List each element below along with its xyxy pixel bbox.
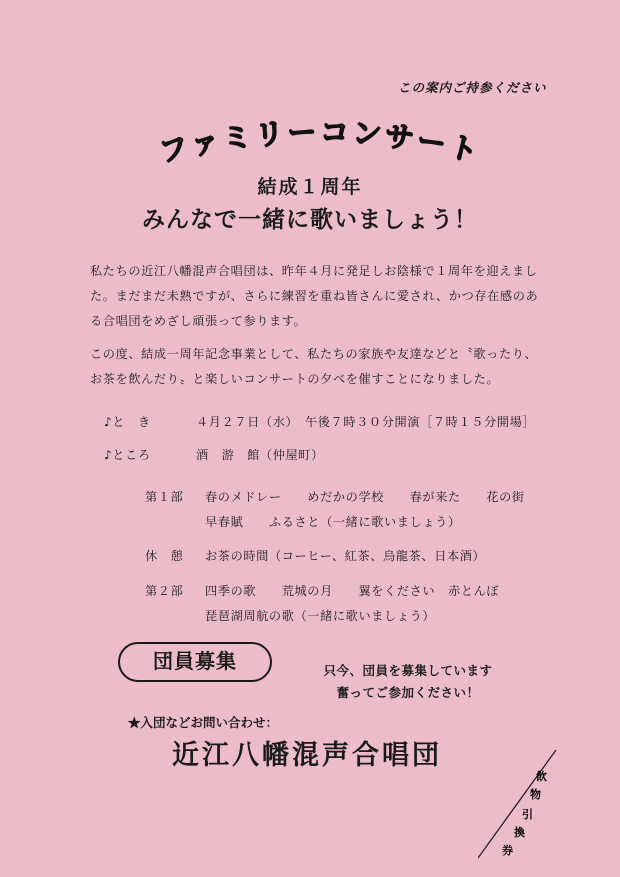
recruit-line-2: 奮ってご参加ください！ bbox=[336, 685, 480, 700]
part2-row bbox=[145, 582, 499, 599]
part2-songs-line2: 琵琶湖周航の歌（一緒に歌いましょう） bbox=[205, 609, 436, 623]
coupon-char-3: 引 bbox=[522, 808, 533, 821]
bring-flyer-notice: この案内ご持参ください bbox=[398, 80, 547, 95]
cut-line bbox=[478, 750, 556, 858]
break-row bbox=[145, 547, 485, 564]
contact-label: ★入団などお問い合わせ： bbox=[128, 715, 279, 730]
place-row bbox=[104, 446, 324, 463]
date-label: ♪と き bbox=[104, 415, 151, 429]
intro-paragraph-1: 私たちの近江八幡混声合唱団は、昨年４月に発足しお陰様で１周年を迎えました。まだまだ未熟ですが、さらに練習を重ね皆さんに愛され、かつ存在感のある合唱団をめざし頑張って参ります。 bbox=[90, 264, 539, 328]
break-label: 休 憩 bbox=[145, 549, 184, 563]
coupon-char-4: 換 bbox=[514, 826, 525, 839]
place-label: ♪ところ bbox=[104, 448, 151, 462]
anniversary-heading: 結成１周年 bbox=[257, 176, 363, 198]
tagline-heading: みんなで一緒に歌いましょう！ bbox=[142, 207, 478, 233]
recruit-badge: 団員募集 bbox=[118, 642, 272, 682]
intro-paragraph-2: この度、結成一周年記念事業として、私たちの家族や友達などと〝歌ったり、お茶を飲んだり〟と楽しいコンサートの夕べを催すことになりました。 bbox=[90, 347, 538, 386]
part1-row bbox=[145, 488, 525, 505]
date-row bbox=[104, 413, 535, 430]
choir-name: 近江八幡混声合唱団 bbox=[172, 740, 442, 771]
coupon-char-2: 物 bbox=[530, 788, 541, 801]
break-value: お茶の時間（コーヒー、紅茶、烏龍茶、日本酒） bbox=[205, 549, 486, 563]
part2-songs-line1: 四季の歌 荒城の月 翼をください 赤とんぼ bbox=[205, 584, 500, 598]
part1-label: 第１部 bbox=[145, 490, 184, 504]
date-value: ４月２７日（水） 午後７時３０分開演［７時１５分開場］ bbox=[196, 415, 536, 429]
coupon-char-5: 券 bbox=[502, 844, 513, 857]
coupon-corner bbox=[478, 750, 558, 860]
coupon-char-1: 飲 bbox=[536, 770, 547, 783]
concert-title-text: ファミリーコンサート bbox=[155, 114, 485, 170]
recruit-line-1: 只今、団員を募集しています bbox=[323, 663, 493, 678]
part1-songs-line2: 早春賦 ふるさと（一緒に歌いましょう） bbox=[205, 515, 461, 529]
place-value: 酒 游 館（仲屋町） bbox=[196, 448, 324, 462]
part2-label: 第２部 bbox=[145, 584, 184, 598]
part1-songs-line1: 春のメドレー めだかの学校 春が来た 花の街 bbox=[205, 490, 525, 504]
